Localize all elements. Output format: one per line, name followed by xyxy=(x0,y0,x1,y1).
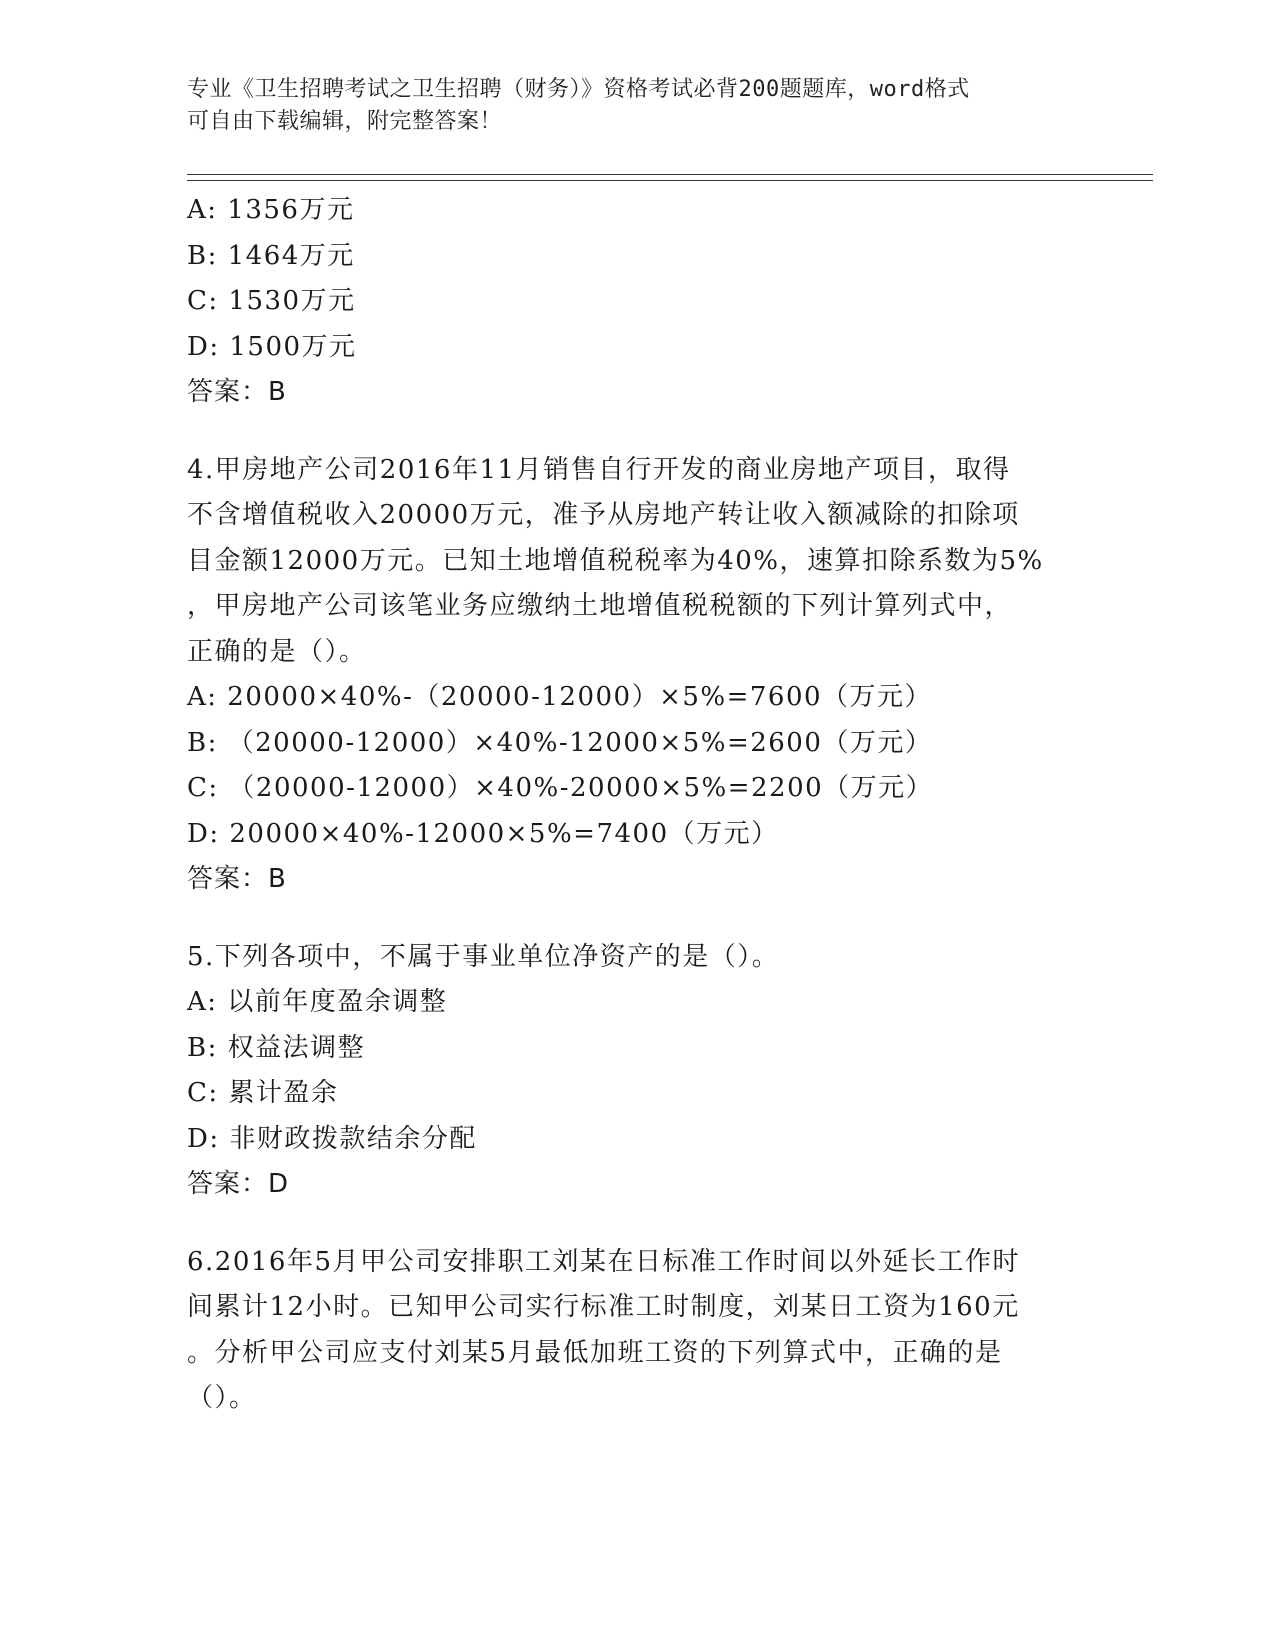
document-header xyxy=(187,74,1067,138)
q4-stem-line-1: 4.甲房地产公司2016年11月销售自行开发的商业房地产项目，取得 xyxy=(187,454,1011,485)
question-content xyxy=(187,188,1087,1422)
spacer xyxy=(187,416,1087,448)
q4-answer: 答案：B xyxy=(187,864,287,894)
q3-option-b: B: 1464万元 xyxy=(187,240,355,271)
spacer xyxy=(187,1208,1087,1240)
q5-option-b: B: 权益法调整 xyxy=(187,1032,366,1063)
q6-stem-line-4: （）。 xyxy=(187,1383,257,1413)
q4-option-a: A: 20000×40%-（20000-12000）×5%=7600（万元） xyxy=(187,682,933,712)
q5-option-a: A: 以前年度盈余调整 xyxy=(187,987,448,1017)
q3-option-c: C: 1530万元 xyxy=(187,286,356,316)
q3-option-d: D: 1500万元 xyxy=(187,331,357,362)
question-4 xyxy=(187,448,1087,903)
header-divider-bottom xyxy=(187,180,1153,181)
q4-stem-line-4: ，甲房地产公司该笔业务应缴纳土地增值税税额的下列计算列式中， xyxy=(187,591,1013,621)
q3-answer: 答案：B xyxy=(187,377,287,407)
question-6 xyxy=(187,1240,1087,1422)
q6-stem-line-2: 间累计12小时。已知甲公司实行标准工时制度，刘某日工资为160元 xyxy=(187,1292,1020,1322)
q5-answer: 答案：D xyxy=(187,1169,290,1199)
q5-option-d: D: 非财政拨款结余分配 xyxy=(187,1123,477,1154)
header-line-1: 专业《卫生招聘考试之卫生招聘（财务）》资格考试必背200题题库，word格式 xyxy=(187,77,970,102)
q4-stem-line-2: 不含增值税收入20000万元，准予从房地产转让收入额减除的扣除项 xyxy=(187,500,1020,530)
q5-option-c: C: 累计盈余 xyxy=(187,1078,339,1108)
q6-stem-line-1: 6.2016年5月甲公司安排职工刘某在日标准工作时间以外延长工作时 xyxy=(187,1246,1021,1277)
q5-stem-line-1: 5.下列各项中，不属于事业单位净资产的是（）。 xyxy=(187,941,780,972)
spacer xyxy=(187,903,1087,935)
q4-option-b: B: （20000-12000）×40%-12000×5%=2600（万元） xyxy=(187,727,933,758)
q3-option-a: A: 1356万元 xyxy=(187,195,355,225)
question-5 xyxy=(187,935,1087,1208)
header-line-2: 可自由下载编辑，附完整答案！ xyxy=(187,109,503,134)
question-3 xyxy=(187,188,1087,416)
q4-stem-line-3: 目金额12000万元。已知土地增值税税率为40%，速算扣除系数为5% xyxy=(187,545,1044,576)
q6-stem-line-3: 。分析甲公司应支付刘某5月最低加班工资的下列算式中，正确的是 xyxy=(187,1337,1003,1368)
header-divider-top xyxy=(187,174,1153,175)
q4-option-d: D: 20000×40%-12000×5%=7400（万元） xyxy=(187,818,779,849)
q4-stem-line-5: 正确的是（）。 xyxy=(187,636,367,667)
q4-option-c: C: （20000-12000）×40%-20000×5%=2200（万元） xyxy=(187,773,934,803)
